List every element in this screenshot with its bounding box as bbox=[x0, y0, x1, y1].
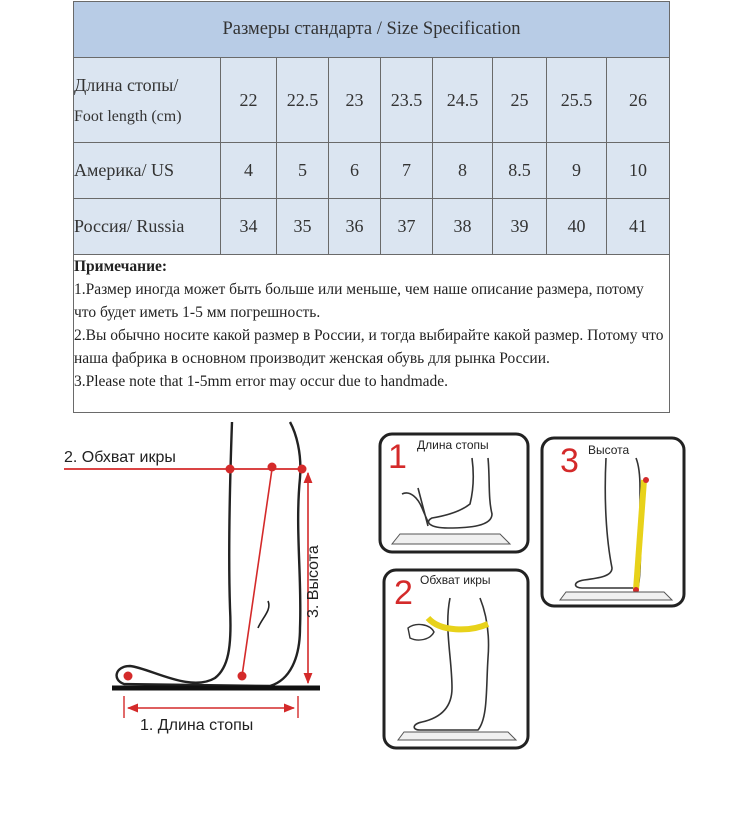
measurement-illustrations bbox=[0, 418, 750, 798]
table-cell: 25 bbox=[493, 58, 547, 143]
note-line: 1.Размер иногда может быть больше или меньше, чем наше описание размера, потому что будет иметь 1-5 мм погрешность. bbox=[74, 281, 644, 321]
label-calf-circumference: 2. Обхват икры bbox=[64, 449, 176, 466]
table-cell: 25.5 bbox=[547, 58, 607, 143]
note-line: 3.Please note that 1-5mm error may occur due to handmade. bbox=[74, 373, 449, 390]
table-cell: 23.5 bbox=[381, 58, 433, 143]
notes-row bbox=[74, 255, 670, 413]
step-title: Обхват икры bbox=[420, 573, 491, 587]
table-cell: 40 bbox=[547, 199, 607, 255]
step-card-calf-circumference bbox=[384, 570, 528, 748]
table-row-foot-length bbox=[74, 58, 670, 143]
table-cell: 34 bbox=[221, 199, 277, 255]
notes-title: Примечание: bbox=[74, 258, 168, 275]
table-cell: 22 bbox=[221, 58, 277, 143]
row-label-foot-length: Длина стопы/ Foot length (cm) bbox=[74, 58, 221, 143]
label-height: 3. Высота bbox=[305, 545, 322, 618]
table-cell: 35 bbox=[277, 199, 329, 255]
step-number: 2 bbox=[394, 574, 413, 612]
step-card-height bbox=[542, 438, 684, 606]
step-number: 1 bbox=[388, 438, 407, 476]
table-cell: 4 bbox=[221, 143, 277, 199]
ankle-detail-icon bbox=[258, 601, 269, 628]
notes-cell bbox=[74, 255, 670, 413]
table-cell: 39 bbox=[493, 199, 547, 255]
table-title: Размеры стандарта / Size Specification bbox=[74, 2, 670, 58]
table-cell: 5 bbox=[277, 143, 329, 199]
table-cell: 37 bbox=[381, 199, 433, 255]
step-title: Длина стопы bbox=[417, 438, 489, 452]
row-label-us: Америка/ US bbox=[74, 143, 221, 199]
table-cell: 41 bbox=[607, 199, 670, 255]
step-title: Высота bbox=[588, 443, 630, 457]
table-cell: 23 bbox=[329, 58, 381, 143]
table-cell: 7 bbox=[381, 143, 433, 199]
table-cell: 36 bbox=[329, 199, 381, 255]
leg-diagram bbox=[64, 422, 322, 734]
label-foot-length: 1. Длина стопы bbox=[140, 717, 254, 734]
floor-mat-icon bbox=[398, 732, 516, 740]
table-cell: 24.5 bbox=[433, 58, 493, 143]
table-row-us-size bbox=[74, 143, 670, 199]
floor-mat-icon bbox=[392, 534, 510, 544]
table-cell: 38 bbox=[433, 199, 493, 255]
step-number: 3 bbox=[560, 442, 579, 480]
table-cell: 8.5 bbox=[493, 143, 547, 199]
table-cell: 10 bbox=[607, 143, 670, 199]
note-line: 2.Вы обычно носите какой размер в России, и тогда выбирайте какой размер. Потому что наша фабрика в основном производит женская обувь для рынка России. bbox=[74, 327, 664, 367]
table-cell: 8 bbox=[433, 143, 493, 199]
row-label-russia: Россия/ Russia bbox=[74, 199, 221, 255]
table-row-russia-size bbox=[74, 199, 670, 255]
size-specification-table bbox=[73, 1, 670, 413]
table-cell: 9 bbox=[547, 143, 607, 199]
table-cell: 6 bbox=[329, 143, 381, 199]
step-card-foot-length bbox=[380, 434, 528, 552]
table-cell: 26 bbox=[607, 58, 670, 143]
floor-mat-icon bbox=[560, 592, 672, 600]
table-cell: 22.5 bbox=[277, 58, 329, 143]
